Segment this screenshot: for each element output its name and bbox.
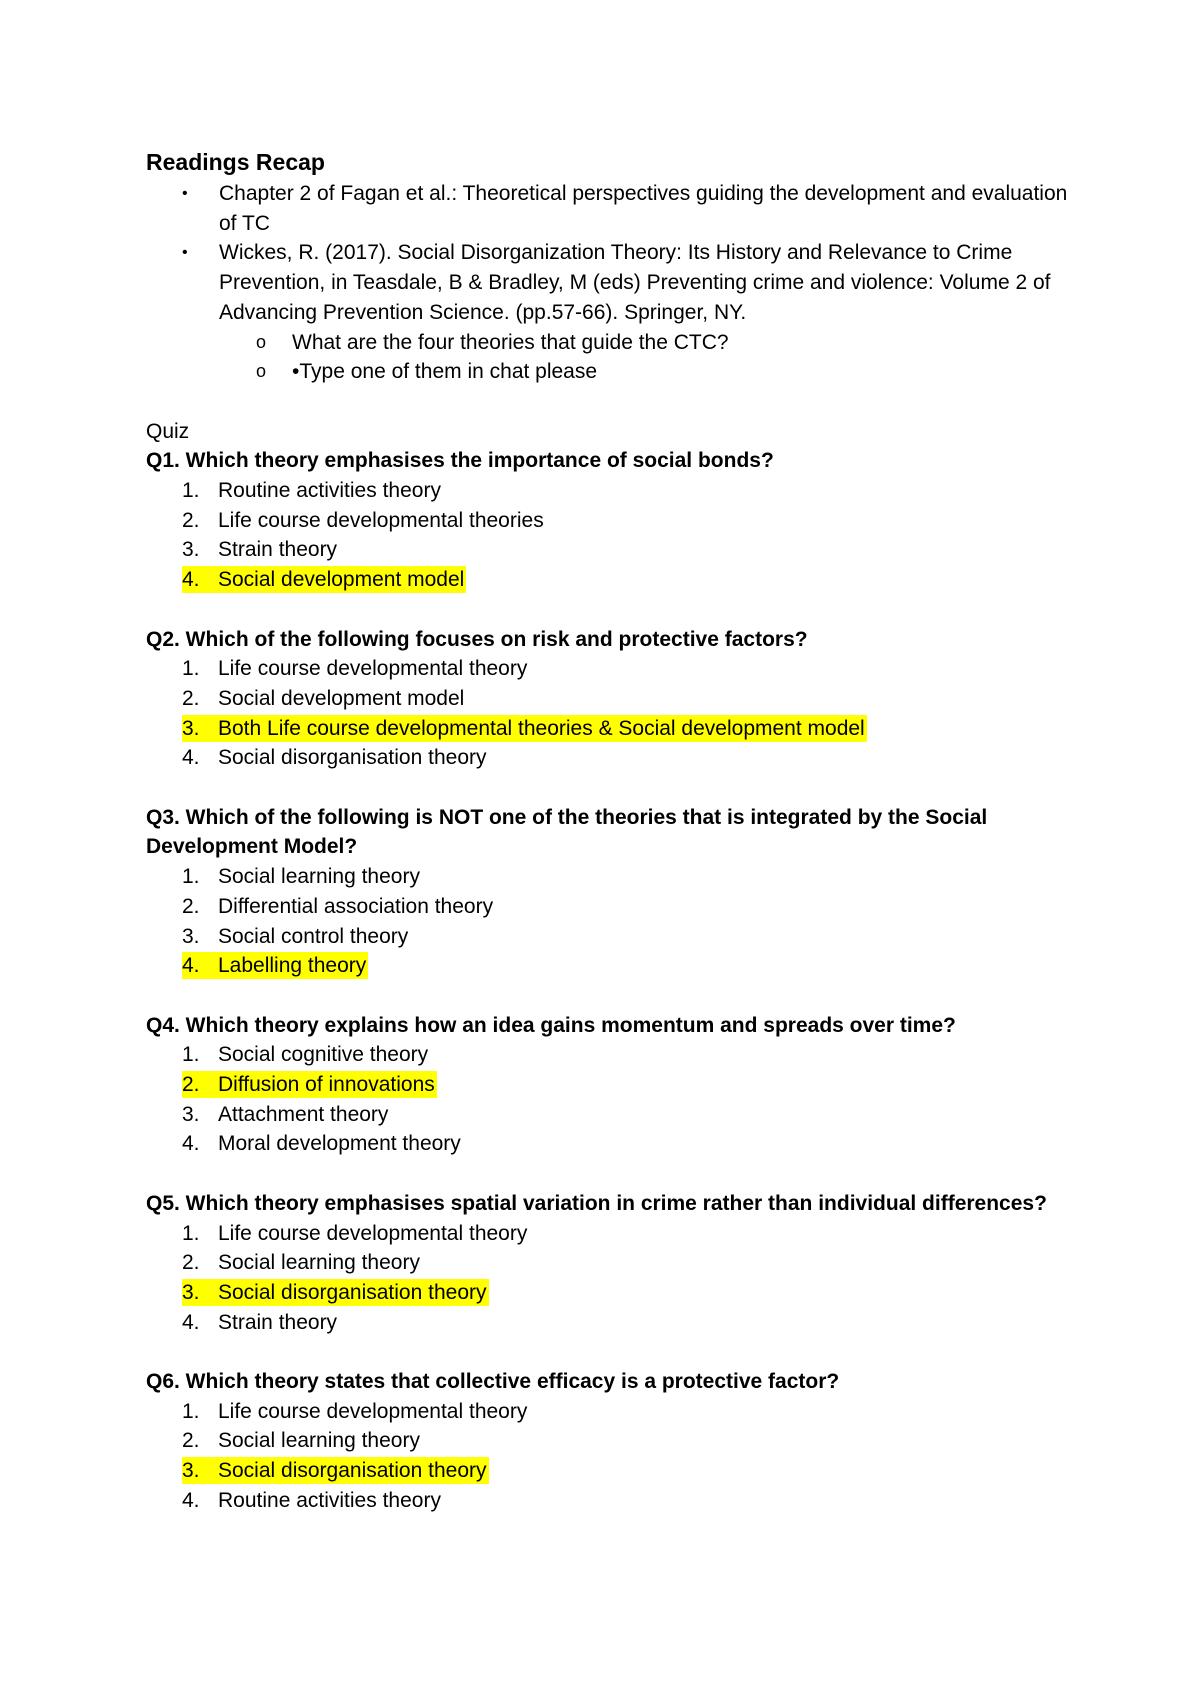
option-number: 4.: [182, 1310, 200, 1334]
option-number: 3.: [182, 1102, 200, 1126]
answer-option: [146, 1248, 1076, 1278]
option-text: Social learning theory: [218, 1251, 420, 1275]
answer-option: [146, 1219, 1076, 1249]
option-highlight: [182, 1041, 430, 1068]
sub-bullet-text: What are the four theories that guide the CTC?: [292, 330, 729, 354]
readings-recap-heading: Readings Recap: [146, 149, 325, 175]
option-number: 1.: [182, 1043, 200, 1067]
question-label: Q4. Which theory explains how an idea gains momentum and spreads over time?: [146, 1013, 956, 1037]
option-number: 4.: [182, 1132, 200, 1156]
sub-bullet-item: [146, 357, 1076, 387]
quiz-question-block: [146, 1011, 1076, 1160]
option-number: 3.: [182, 716, 200, 740]
spacer: [146, 1159, 1076, 1189]
option-number: 4.: [182, 568, 200, 592]
answer-option: [146, 743, 1076, 773]
option-highlight: [182, 1130, 463, 1157]
answer-option: [146, 1426, 1076, 1456]
option-highlight: [182, 566, 466, 593]
option-highlight: [182, 1279, 489, 1306]
reading-text: Chapter 2 of Fagan et al.: Theoretical perspectives guiding the development and evaluation of TC: [219, 182, 1068, 235]
option-highlight: [182, 1427, 422, 1454]
option-number: 3.: [182, 924, 200, 948]
option-number: 1.: [182, 1221, 200, 1245]
question-label: Q1. Which theory emphasises the importance of social bonds?: [146, 449, 774, 473]
option-text: Life course developmental theory: [218, 657, 528, 681]
option-highlight: [182, 1398, 529, 1425]
option-number: 1.: [182, 479, 200, 503]
spacer: [146, 387, 1076, 417]
option-text: Differential association theory: [218, 894, 494, 918]
option-text: Life course developmental theory: [218, 1399, 528, 1423]
answer-option: [146, 476, 1076, 506]
question-label: Q5. Which theory emphasises spatial variation in crime rather than individual differences?: [146, 1191, 1047, 1215]
option-highlight: [182, 1249, 422, 1276]
option-text: Moral development theory: [218, 1132, 461, 1156]
option-highlight: [182, 715, 867, 742]
spacer: [146, 1337, 1076, 1367]
option-text: Labelling theory: [218, 954, 367, 978]
option-highlight: [182, 1101, 390, 1128]
answer-option-highlighted: [146, 1278, 1076, 1308]
reading-item: [146, 238, 1076, 327]
option-number: 2.: [182, 1429, 200, 1453]
option-text: Social disorganisation theory: [218, 1280, 487, 1304]
reading-text: Wickes, R. (2017). Social Disorganization Theory: Its History and Relevance to Crime Prevention, in Teasdale, B & Bradley, M (eds) Preventing crime and violence: Volume 2 of Advancing Prevention Science. (pp.57-66). Springer, NY.: [219, 241, 1051, 324]
option-highlight: [182, 1309, 339, 1336]
option-text: Life course developmental theory: [218, 1221, 528, 1245]
answer-option: [146, 1486, 1076, 1516]
answer-option: [146, 1040, 1076, 1070]
option-text: Both Life course developmental theories & Social development model: [218, 716, 865, 740]
quiz-questions: [146, 446, 1076, 1515]
answer-option: [146, 1308, 1076, 1338]
answer-option: [146, 506, 1076, 536]
option-number: 4.: [182, 954, 200, 978]
reading-item: [146, 179, 1076, 238]
option-highlight: [182, 1457, 489, 1484]
answer-option-highlighted: [146, 951, 1076, 981]
option-highlight: [182, 477, 443, 504]
option-highlight: [182, 1071, 437, 1098]
option-number: 2.: [182, 894, 200, 918]
option-number: 1.: [182, 865, 200, 889]
answer-option: [146, 535, 1076, 565]
option-text: Social cognitive theory: [218, 1043, 429, 1067]
quiz-question-block: [146, 625, 1076, 774]
bullet-marker: •: [182, 244, 188, 262]
option-text: Social disorganisation theory: [218, 746, 487, 770]
option-text: Strain theory: [218, 538, 338, 562]
option-text: Life course developmental theories: [218, 508, 544, 532]
option-number: 3.: [182, 1280, 200, 1304]
answer-option: [146, 654, 1076, 684]
option-text: Social learning theory: [218, 1429, 420, 1453]
answer-option: [146, 1397, 1076, 1427]
answer-option: [146, 922, 1076, 952]
question-label: Q2. Which of the following focuses on risk and protective factors?: [146, 627, 808, 651]
spacer: [146, 595, 1076, 625]
option-number: 1.: [182, 657, 200, 681]
answer-option: [146, 684, 1076, 714]
option-highlight: [182, 507, 546, 534]
option-number: 3.: [182, 538, 200, 562]
option-number: 3.: [182, 1459, 200, 1483]
option-text: Social control theory: [218, 924, 409, 948]
option-text: Social development model: [218, 686, 465, 710]
option-number: 2.: [182, 1251, 200, 1275]
option-highlight: [182, 952, 368, 979]
option-number: 2.: [182, 1073, 200, 1097]
option-highlight: [182, 1220, 529, 1247]
bullet-marker: •: [182, 185, 188, 202]
quiz-question-block: [146, 446, 1076, 595]
option-number: 4.: [182, 746, 200, 770]
answer-option-highlighted: [146, 1070, 1076, 1100]
sub-bullet-marker: o: [256, 361, 267, 382]
spacer: [146, 773, 1076, 803]
sub-bullet-item: [146, 328, 1076, 358]
option-highlight: [182, 536, 339, 563]
option-text: Diffusion of innovations: [218, 1073, 435, 1097]
option-text: Attachment theory: [218, 1102, 389, 1126]
quiz-question-block: [146, 803, 1076, 981]
answer-option-highlighted: [146, 1456, 1076, 1486]
option-highlight: [182, 863, 422, 890]
quiz-question-block: [146, 1367, 1076, 1516]
option-text: Routine activities theory: [218, 1488, 441, 1512]
option-highlight: [182, 655, 529, 682]
question-label: Q3. Which of the following is NOT one of the theories that is integrated by the Social Development Model?: [146, 805, 988, 859]
answer-option-highlighted: [146, 565, 1076, 595]
option-text: Social development model: [218, 568, 465, 592]
quiz-question-block: [146, 1189, 1076, 1338]
option-text: Strain theory: [218, 1310, 338, 1334]
option-highlight: [182, 685, 466, 712]
answer-option: [146, 1100, 1076, 1130]
option-highlight: [182, 744, 489, 771]
option-number: 1.: [182, 1399, 200, 1423]
spacer: [146, 981, 1076, 1011]
option-number: 2.: [182, 508, 200, 532]
document-content: [146, 146, 1076, 1516]
answer-option-highlighted: [146, 714, 1076, 744]
option-highlight: [182, 893, 495, 920]
option-text: Social learning theory: [218, 865, 420, 889]
option-highlight: [182, 1487, 443, 1514]
answer-option: [146, 862, 1076, 892]
option-number: 4.: [182, 1488, 200, 1512]
question-label: Q6. Which theory states that collective efficacy is a protective factor?: [146, 1370, 840, 1394]
answer-option: [146, 1129, 1076, 1159]
option-highlight: [182, 923, 410, 950]
option-text: Routine activities theory: [218, 479, 441, 503]
sub-bullet-marker: o: [256, 331, 267, 352]
sub-bullet-text: •Type one of them in chat please: [292, 360, 598, 384]
option-number: 2.: [182, 686, 200, 710]
quiz-heading: Quiz: [146, 419, 190, 443]
option-text: Social disorganisation theory: [218, 1459, 487, 1483]
answer-option: [146, 892, 1076, 922]
